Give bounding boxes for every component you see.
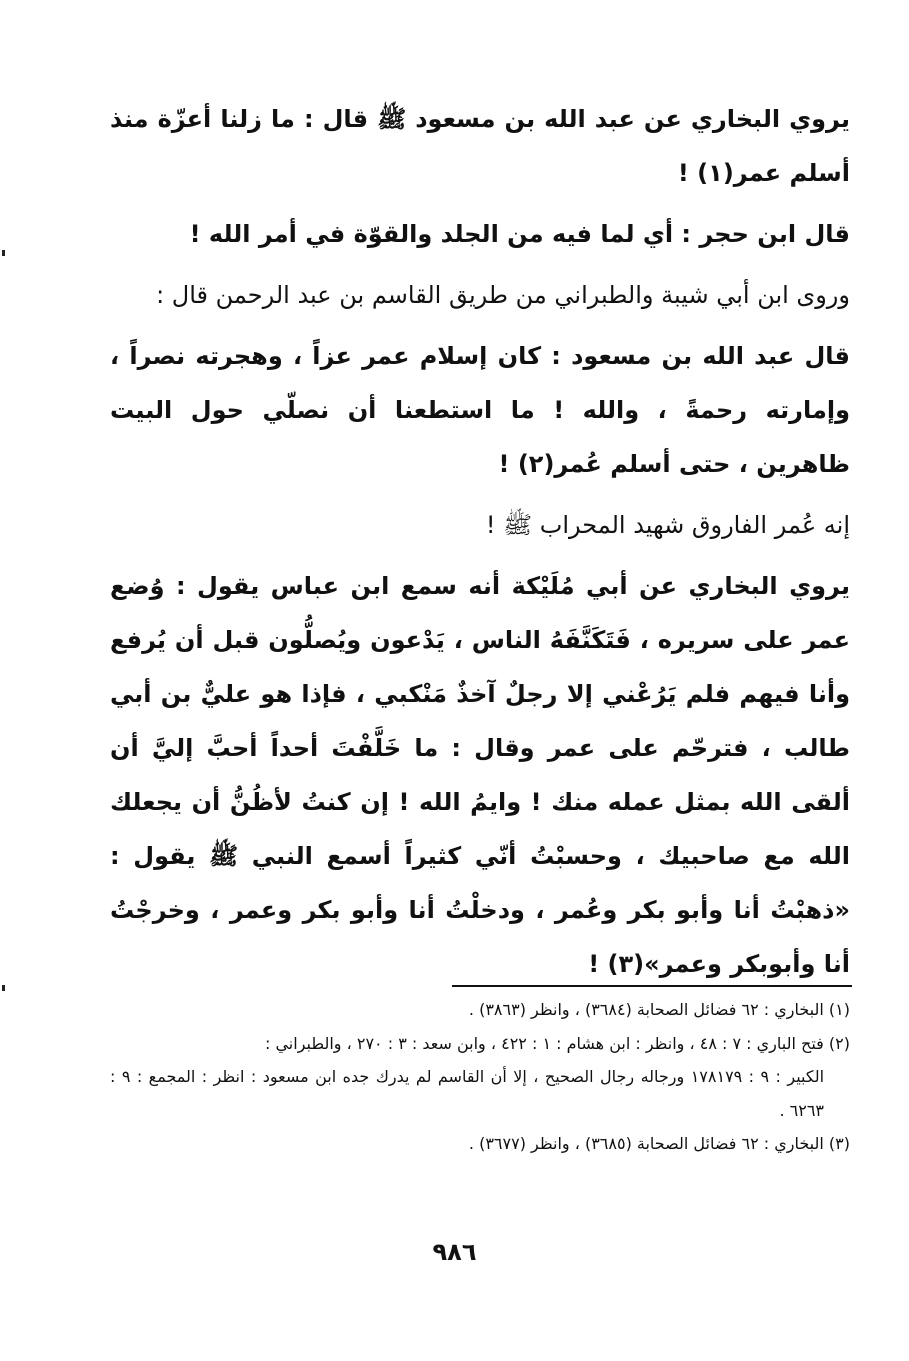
margin-mark: [2, 985, 5, 991]
footnote-3: (٣) البخاري : ٦٢ فضائل الصحابة (٣٦٨٥) ، وانظر (٣٦٧٧) .: [468, 1134, 850, 1153]
paragraph-ibn-hajar: قال ابن حجر : أي لما فيه من الجلد والقوّة في أمر الله !: [189, 220, 850, 248]
paragraph-ibn-abbas: يروي البخاري عن أبي مُلَيْكة أنه سمع ابن عباس يقول : وُضع عمر على سريره ، فَتَكَنَّفَهُ الناس ، يَدْعون ويُصلُّون قبل أن يُرفع وأنا فيهم فلم يَرُعْني إلا رجلٌ آخذٌ مَنْكبي ، فإذا هو عليٌّ بن أبي طالب ، فترحّم على عمر وقال : ما خَلَّفْتَ أحداً أحبَّ إليَّ أن ألقى الله بمثل عمله منك ! وايمُ الله ! إن كنتُ لأظُنُّ أن يجعلك الله مع صاحبيك ، وحسبْتُ أنّي كثيراً أسمع النبي ﷺ يقول : «ذهبْتُ أنا وأبو بكر وعُمر ، ودخلْتُ أنا وأبو بكر وعمر ، وخرجْتُ أنا وأبوبكر وعمر»(٣) !: [110, 572, 850, 978]
footnote-2: (٢) فتح الباري : ٧ : ٤٨ ، وانظر : ابن هشام : ١ : ٤٢٢ ، وابن سعد : ٣ : ٢٧٠ ، والطبراني :: [264, 1033, 850, 1053]
paragraph-ibn-masud-quote: قال عبد الله بن مسعود : كان إسلام عمر عزاً ، وهجرته نصراً ، وإمارته رحمةً ، والله ! ما استطعنا أن نصلّي حول البيت ظاهرين ، حتى أسلم عُمر(٢) !: [110, 342, 850, 478]
margin-mark: [2, 250, 5, 256]
footnote-2-continued: الكبير : ٩ : ١٧٨١٧٩ ورجاله رجال الصحيح ، إلا أن القاسم لم يدرك جده ابن مسعود : انظر : المجمع : ٩ : ٦٢٦٣ .: [110, 1067, 825, 1120]
paragraph-bukhari-ibn-masud: يروي البخاري عن عبد الله بن مسعود ﷺ قال : ما زلنا أعزّة منذ أسلم عمر(١) !: [110, 105, 850, 187]
paragraph-ibn-abi-shayba: وروى ابن أبي شيبة والطبراني من طريق القاسم بن عبد الرحمن قال :: [156, 281, 850, 309]
main-text: [110, 92, 850, 998]
page-number: ٩٨٦: [432, 1238, 477, 1266]
footnote-divider: [452, 985, 852, 987]
footnotes: [110, 993, 850, 1161]
paragraph-shahid-mihrab: إنه عُمر الفاروق شهيد المحراب ﷺ !: [485, 511, 850, 539]
footnote-1: (١) البخاري : ٦٢ فضائل الصحابة (٣٦٨٤) ، وانظر (٣٨٦٣) .: [468, 1000, 850, 1019]
